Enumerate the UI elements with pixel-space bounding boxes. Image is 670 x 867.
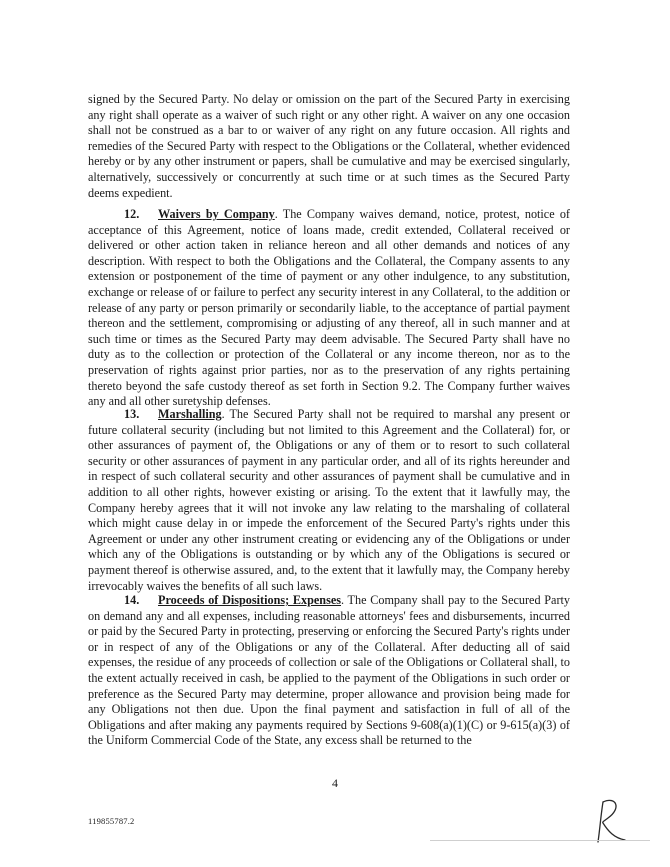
section-heading: Marshalling bbox=[158, 407, 222, 421]
section-number: 12. bbox=[124, 207, 140, 221]
section-heading: Waivers by Company bbox=[158, 207, 275, 221]
document-id: 119855787.2 bbox=[88, 816, 135, 826]
section-number: 14. bbox=[124, 593, 140, 607]
footer-rule bbox=[430, 840, 650, 841]
section-body: The Company shall pay to the Secured Party on demand any and all expenses, including reasonable attorneys' fees and disbursements, incurred or paid by the Secured Party in protecting, preserving or enforcing the Secured Party's rights under or in respect of any of the Obligations or any of the Collateral. After deducting all of said expenses, the residue of any proceeds of collection or sale of the Obligations or Collateral shall, to the extent actually received in cash, be applied to the payment of the Obligations in such order or preference as the Secured Party may determine, proper allowance and provision being made for any Obligations not then due. Upon the final payment and satisfaction in full of all of the Obligations and after making any payments required by Sections 9-608(a)(1)(C) or 9-615(a)(3) of the Uniform Commercial Code of the State, any excess shall be returned to the bbox=[88, 593, 571, 748]
section-14: 14. Proceeds of Dispositions; Expenses. The Company shall pay to the Secured Party on demand any and all expenses, including reasonable attorneys' fees and disbursements, incurred or paid by the Secured Party in protecting, preserving or enforcing the Secured Party's rights under or in respect of any of the Obligations or any of the Collateral. After deducting all of said expenses, the residue of any proceeds of collection or sale of the Obligations or Collateral shall, to the extent actually received in cash, be applied to the payment of the Obligations in such order or preference as the Secured Party may determine, proper allowance and provision being made for any Obligations not then due. Upon the final payment and satisfaction in full of all of the Obligations and after making any payments required by Sections 9-608(a)(1)(C) or 9-615(a)(3) of the Uniform Commercial Code of the State, any excess shall be returned to the bbox=[88, 593, 571, 748]
handwritten-initials-icon bbox=[592, 798, 628, 844]
section-body: The Company waives demand, notice, protest, notice of acceptance of this Agreement, notice of loans made, credit extended, Collateral received or delivered or other action taken in reliance hereon and all other demands and notices of any description. With respect to both the Obligations and the Collateral, the Company assents to any extension or postponement of the time of payment or any other indulgence, to any substitution, exchange or release of or failure to perfect any security interest in any Collateral, to the addition or release of any party or person primarily or secondarily liable, to the acceptance of partial payment thereon and the settlement, compromising or adjusting of any thereof, all in such manner and at such time or times as the Secured Party may deem advisable. The Secured Party shall have no duty as to the collection or protection of the Collateral or any income thereon, nor as to the preservation of rights against prior parties, nor as to the preservation of any rights pertaining thereto beyond the safe custody thereof as set forth in Section 9.2. The Company further waives any and all other suretyship defenses. bbox=[88, 207, 570, 409]
section-number: 13. bbox=[124, 407, 140, 421]
section-12: 12. Waivers by Company. The Company waives demand, notice, protest, notice of acceptance of this Agreement, notice of loans made, credit extended, Collateral received or delivered or other action taken in reliance hereon and all other demands and notices of any description. With respect to both the Obligations and the Collateral, the Company assents to any extension or postponement of the time of payment or any other indulgence, to any substitution, exchange or release of or failure to perfect any security interest in any Collateral, to the addition or release of any party or person primarily or secondarily liable, to the acceptance of partial payment thereon and the settlement, compromising or adjusting of any thereof, all in such manner and at such time or times as the Secured Party may deem advisable. The Secured Party shall have no duty as to the collection or protection of the Collateral or any income thereon, nor as to the preservation of rights against prior parties, nor as to the preservation of any rights pertaining thereto beyond the safe custody thereof as set forth in Section 9.2. The Company further waives any and all other suretyship defenses. bbox=[88, 207, 570, 409]
continuation-paragraph bbox=[88, 92, 570, 201]
section-heading: Proceeds of Dispositions; Expenses bbox=[158, 593, 341, 607]
section-body: The Secured Party shall not be required to marshal any present or future collateral security (including but not limited to this Agreement and the Collateral) for, or other assurances of payment of, the Obligations or any of them or to resort to such collateral security or other assurances of payment in any particular order, and all of its rights hereunder and in respect of such collateral security and other assurances of payment shall be cumulative and in addition to all other rights, however existing or arising. To the extent that it lawfully may, the Company hereby agrees that it will not invoke any law relating to the marshaling of collateral which might cause delay in or impede the enforcement of the Secured Party's rights under this Agreement or under any other instrument creating or evidencing any of the Obligations or under which any of the Obligations is outstanding or by which any of the Obligations is secured or payment thereof is otherwise assured, and, to the extent that it lawfully may, the Company hereby irrevocably waives the benefits of all such laws. bbox=[88, 407, 570, 593]
continuation-text: signed by the Secured Party. No delay or omission on the part of the Secured Party in exercising any right shall operate as a waiver of such right or any other right. A waiver on any one occasion shall not be construed as a bar to or waiver of any right on any future occasion. All rights and remedies of the Secured Party with respect to the Obligations or the Collateral, whether evidenced hereby or by any other instrument or papers, shall be cumulative and may be exercised singularly, alternatively, successively or concurrently at such time or at such times as the Secured Party deems expedient. bbox=[88, 92, 570, 200]
section-13: 13. Marshalling. The Secured Party shall not be required to marshal any present or future collateral security (including but not limited to this Agreement and the Collateral) for, or other assurances of payment of, the Obligations or any of them or to resort to such collateral security or other assurances of payment in any particular order, and all of its rights hereunder and in respect of such collateral security and other assurances of payment shall be cumulative and in addition to all other rights, however existing or arising. To the extent that it lawfully may, the Company hereby agrees that it will not invoke any law relating to the marshaling of collateral which might cause delay in or impede the enforcement of the Secured Party's rights under this Agreement or under any other instrument creating or evidencing any of the Obligations or under which any of the Obligations is outstanding or by which any of the Obligations is secured or payment thereof is otherwise assured, and, to the extent that it lawfully may, the Company hereby irrevocably waives the benefits of all such laws. bbox=[88, 407, 570, 593]
page-number: 4 bbox=[332, 776, 338, 790]
